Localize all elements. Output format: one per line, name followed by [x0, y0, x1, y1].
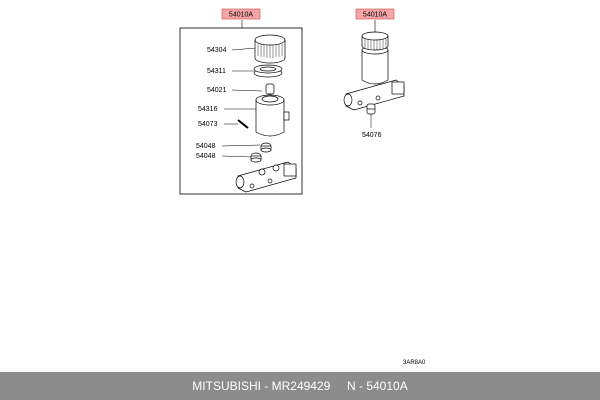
- assembly-tag-right-label: 54010A: [362, 11, 388, 19]
- plug-part: [367, 104, 375, 114]
- grommet-lower-part: [251, 153, 261, 162]
- callout-grommet-upper[interactable]: 54048: [196, 143, 216, 150]
- callout-plug[interactable]: 54076: [362, 132, 382, 139]
- footer-bar: [0, 372, 600, 400]
- callout-reservoir[interactable]: 54316: [198, 106, 218, 113]
- filter-part: [254, 65, 282, 77]
- callout-pin[interactable]: 54073: [198, 121, 218, 128]
- callout-cap[interactable]: 54304: [207, 47, 227, 54]
- cap-part: [255, 35, 285, 63]
- callout-filter[interactable]: 54311: [207, 68, 226, 75]
- callout-float[interactable]: 54021: [207, 87, 227, 94]
- assembly-tag-left-label: 54010A: [228, 11, 254, 19]
- pin-part: [238, 120, 248, 128]
- assembly-tag-right[interactable]: [356, 9, 394, 19]
- footer-text: MITSUBISHI - MR249429 N - 54010A: [192, 379, 408, 393]
- reservoir-part: [256, 95, 289, 136]
- assembly-tag-left[interactable]: [222, 9, 260, 19]
- figure-code: 3AR8A0: [403, 360, 426, 366]
- master-cylinder-right: [344, 32, 404, 110]
- callout-grommet-lower[interactable]: 54048: [196, 153, 216, 160]
- master-cylinder-left: [236, 162, 296, 192]
- grommet-upper-part: [261, 143, 271, 152]
